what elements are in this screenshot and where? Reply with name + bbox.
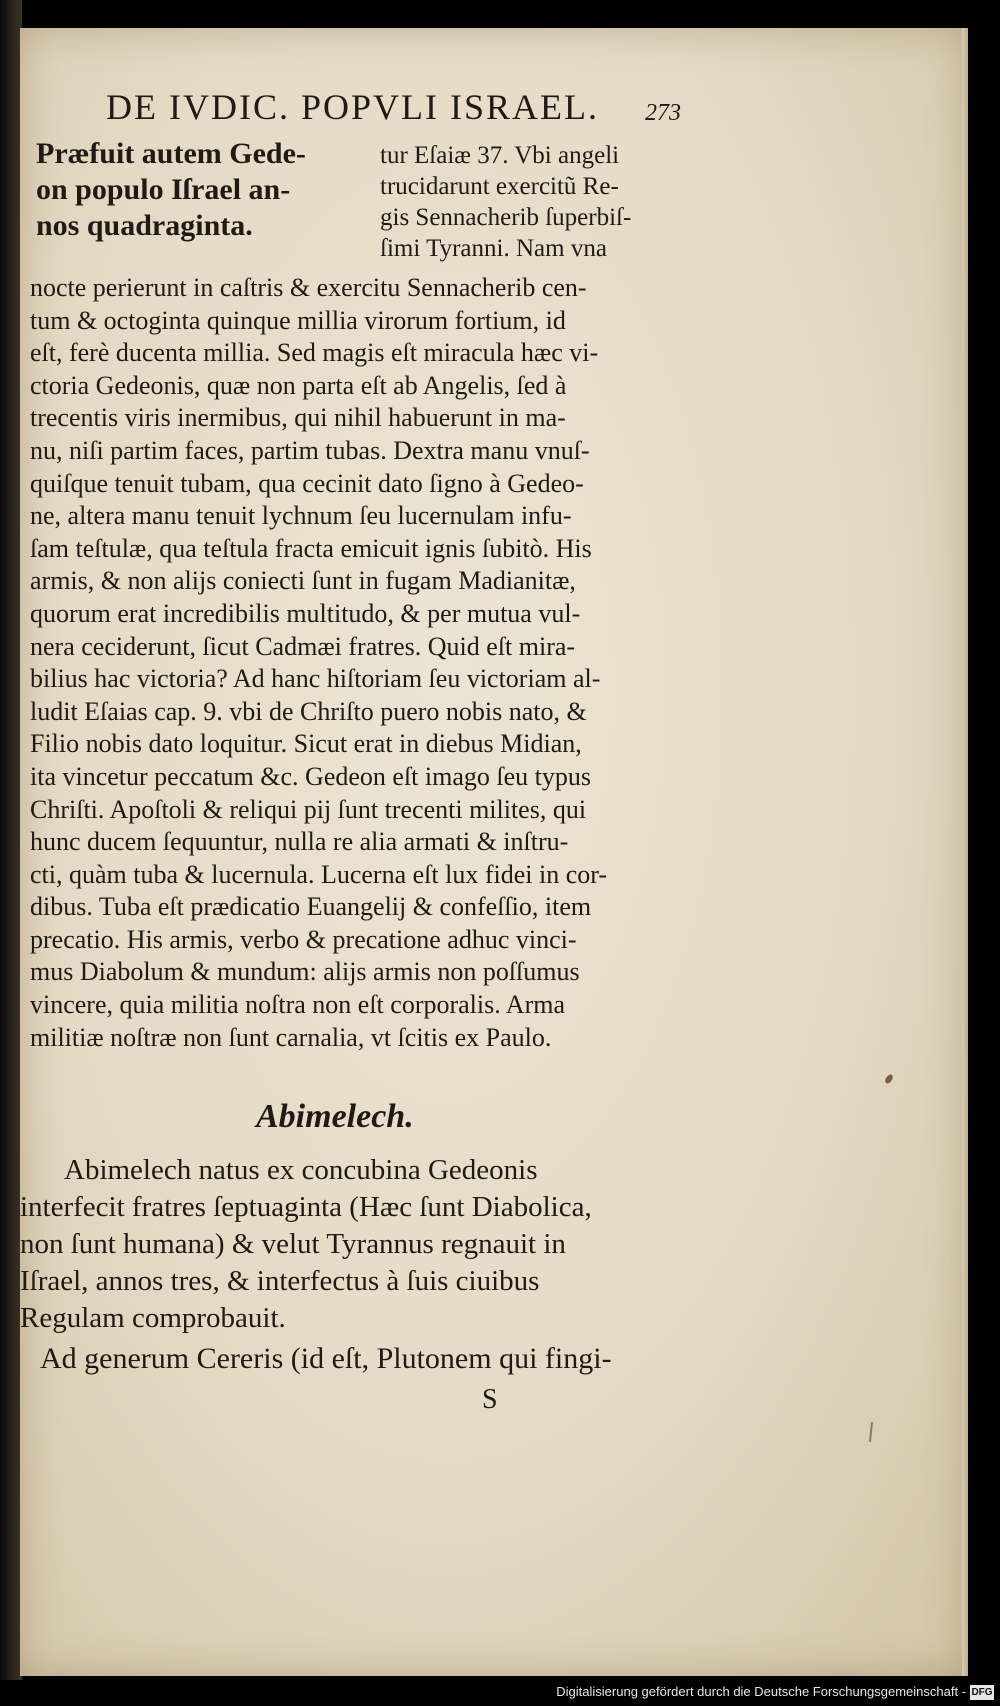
- body-line: precatio. His armis, verbo & precatione adhuc vinci-: [30, 924, 577, 954]
- body-line: quorum erat incredibilis multitudo, & per mutua vul-: [30, 598, 581, 628]
- body-line: bilius hac victoria? Ad hanc hiſtoriam ſeu victoriam al-: [30, 664, 601, 694]
- right-column-line: trucidarunt exercitũ Re-: [380, 173, 619, 200]
- right-column-line: gis Sennacherib ſuperbiſ-: [380, 204, 632, 231]
- body-line: ctoria Gedeonis, quæ non parta eſt ab Angelis, ſed à: [30, 370, 567, 400]
- right-column-text: [380, 140, 631, 264]
- body-paragraph: [30, 272, 607, 1054]
- body-line: dibus. Tuba eſt prædicatio Euangelij & confeſſio, item: [30, 892, 592, 922]
- section-line: interfecit fratres ſeptuaginta (Hæc ſunt Diabolica,: [20, 1191, 592, 1223]
- section-line: Abimelech natus ex concubina Gedeonis: [64, 1154, 538, 1186]
- section-heading: Abimelech.: [256, 1098, 414, 1135]
- body-line: nera ceciderunt, ſicut Cadmæi fratres. Quid eſt mira-: [30, 631, 576, 661]
- left-column-note: [36, 136, 306, 244]
- body-line: armis, & non alijs coniecti ſunt in fugam Madianitæ,: [30, 566, 576, 596]
- running-head: DE IVDIC. POPVLI ISRAEL.: [106, 87, 599, 127]
- abimelech-paragraph: [20, 1152, 592, 1337]
- body-line: tum & octoginta quinque millia virorum fortium, id: [30, 305, 566, 335]
- signature-mark: S: [482, 1384, 498, 1415]
- body-line: vincere, quia militia noſtra non eſt corporalis. Arma: [30, 990, 566, 1020]
- body-line: ſam teſtulæ, qua teſtula fracta emicuit ignis ſubitò. His: [30, 533, 592, 563]
- body-line: ludit Eſaias cap. 9. vbi de Chriſto puero nobis nato, &: [30, 696, 587, 726]
- left-column-line: on populo Iſrael an-: [36, 173, 291, 206]
- body-line: mus Diabolum & mundum: alijs armis non poſſumus: [30, 957, 580, 987]
- pencil-mark: [869, 1422, 873, 1442]
- final-line: Ad generum Cereris (id eſt, Plutonem qui fingi-: [40, 1342, 612, 1375]
- book-binding-edge: [0, 0, 22, 1680]
- left-column-line: nos quadraginta.: [36, 209, 253, 242]
- body-line: ne, altera manu tenuit lychnum ſeu lucernulam infu-: [30, 501, 572, 531]
- body-line: quiſque tenuit tubam, qua cecinit dato ſigno à Gedeo-: [30, 468, 584, 498]
- body-line: militiæ noſtræ non ſunt carnalia, vt ſcitis ex Paulo.: [30, 1022, 552, 1052]
- body-line: nocte perierunt in caſtris & exercitu Sennacherib cen-: [30, 273, 587, 302]
- section-line: Iſrael, annos tres, & interfectus à ſuis ciuibus: [20, 1265, 540, 1297]
- book-page: [20, 28, 968, 1676]
- body-line: hunc ducem ſequuntur, nulla re alia armati & inſtru-: [30, 827, 569, 857]
- body-line: eſt, ferè ducenta millia. Sed magis eſt miracula hæc vi-: [30, 338, 599, 368]
- body-line: Filio nobis dato loquitur. Sicut erat in diebus Midian,: [30, 729, 582, 759]
- body-line: nu, niſi partim faces, partim tubas. Dextra manu vnuſ-: [30, 435, 590, 465]
- body-line: cti, quàm tuba & lucernula. Lucerna eſt lux fidei in cor-: [30, 859, 608, 889]
- section-line: non ſunt humana) & velut Tyrannus regnauit in: [20, 1228, 566, 1260]
- left-column-line: Præfuit autem Gede-: [36, 137, 306, 170]
- page-edge: [962, 28, 968, 1676]
- page-number: 273: [645, 100, 681, 126]
- ink-smudge: [884, 1073, 895, 1085]
- body-line: ita vincetur peccatum &c. Gedeon eſt imago ſeu typus: [30, 761, 591, 791]
- dfg-logo: DFG: [971, 1687, 993, 1698]
- right-column-line: tur Eſaiæ 37. Vbi angeli: [380, 142, 620, 169]
- footer-credit: Digitalisierung gefördert durch die Deutsche Forschungsgemeinschaft -: [556, 1684, 966, 1699]
- digitization-footer: [0, 1680, 1000, 1706]
- right-column-line: ſimi Tyranni. Nam vna: [380, 235, 607, 262]
- section-line: Regulam comprobauit.: [20, 1302, 286, 1334]
- body-line: Chriſti. Apoſtoli & reliqui pij ſunt trecenti milites, qui: [30, 794, 587, 824]
- body-line: trecentis viris inermibus, qui nihil habuerunt in ma-: [30, 403, 566, 433]
